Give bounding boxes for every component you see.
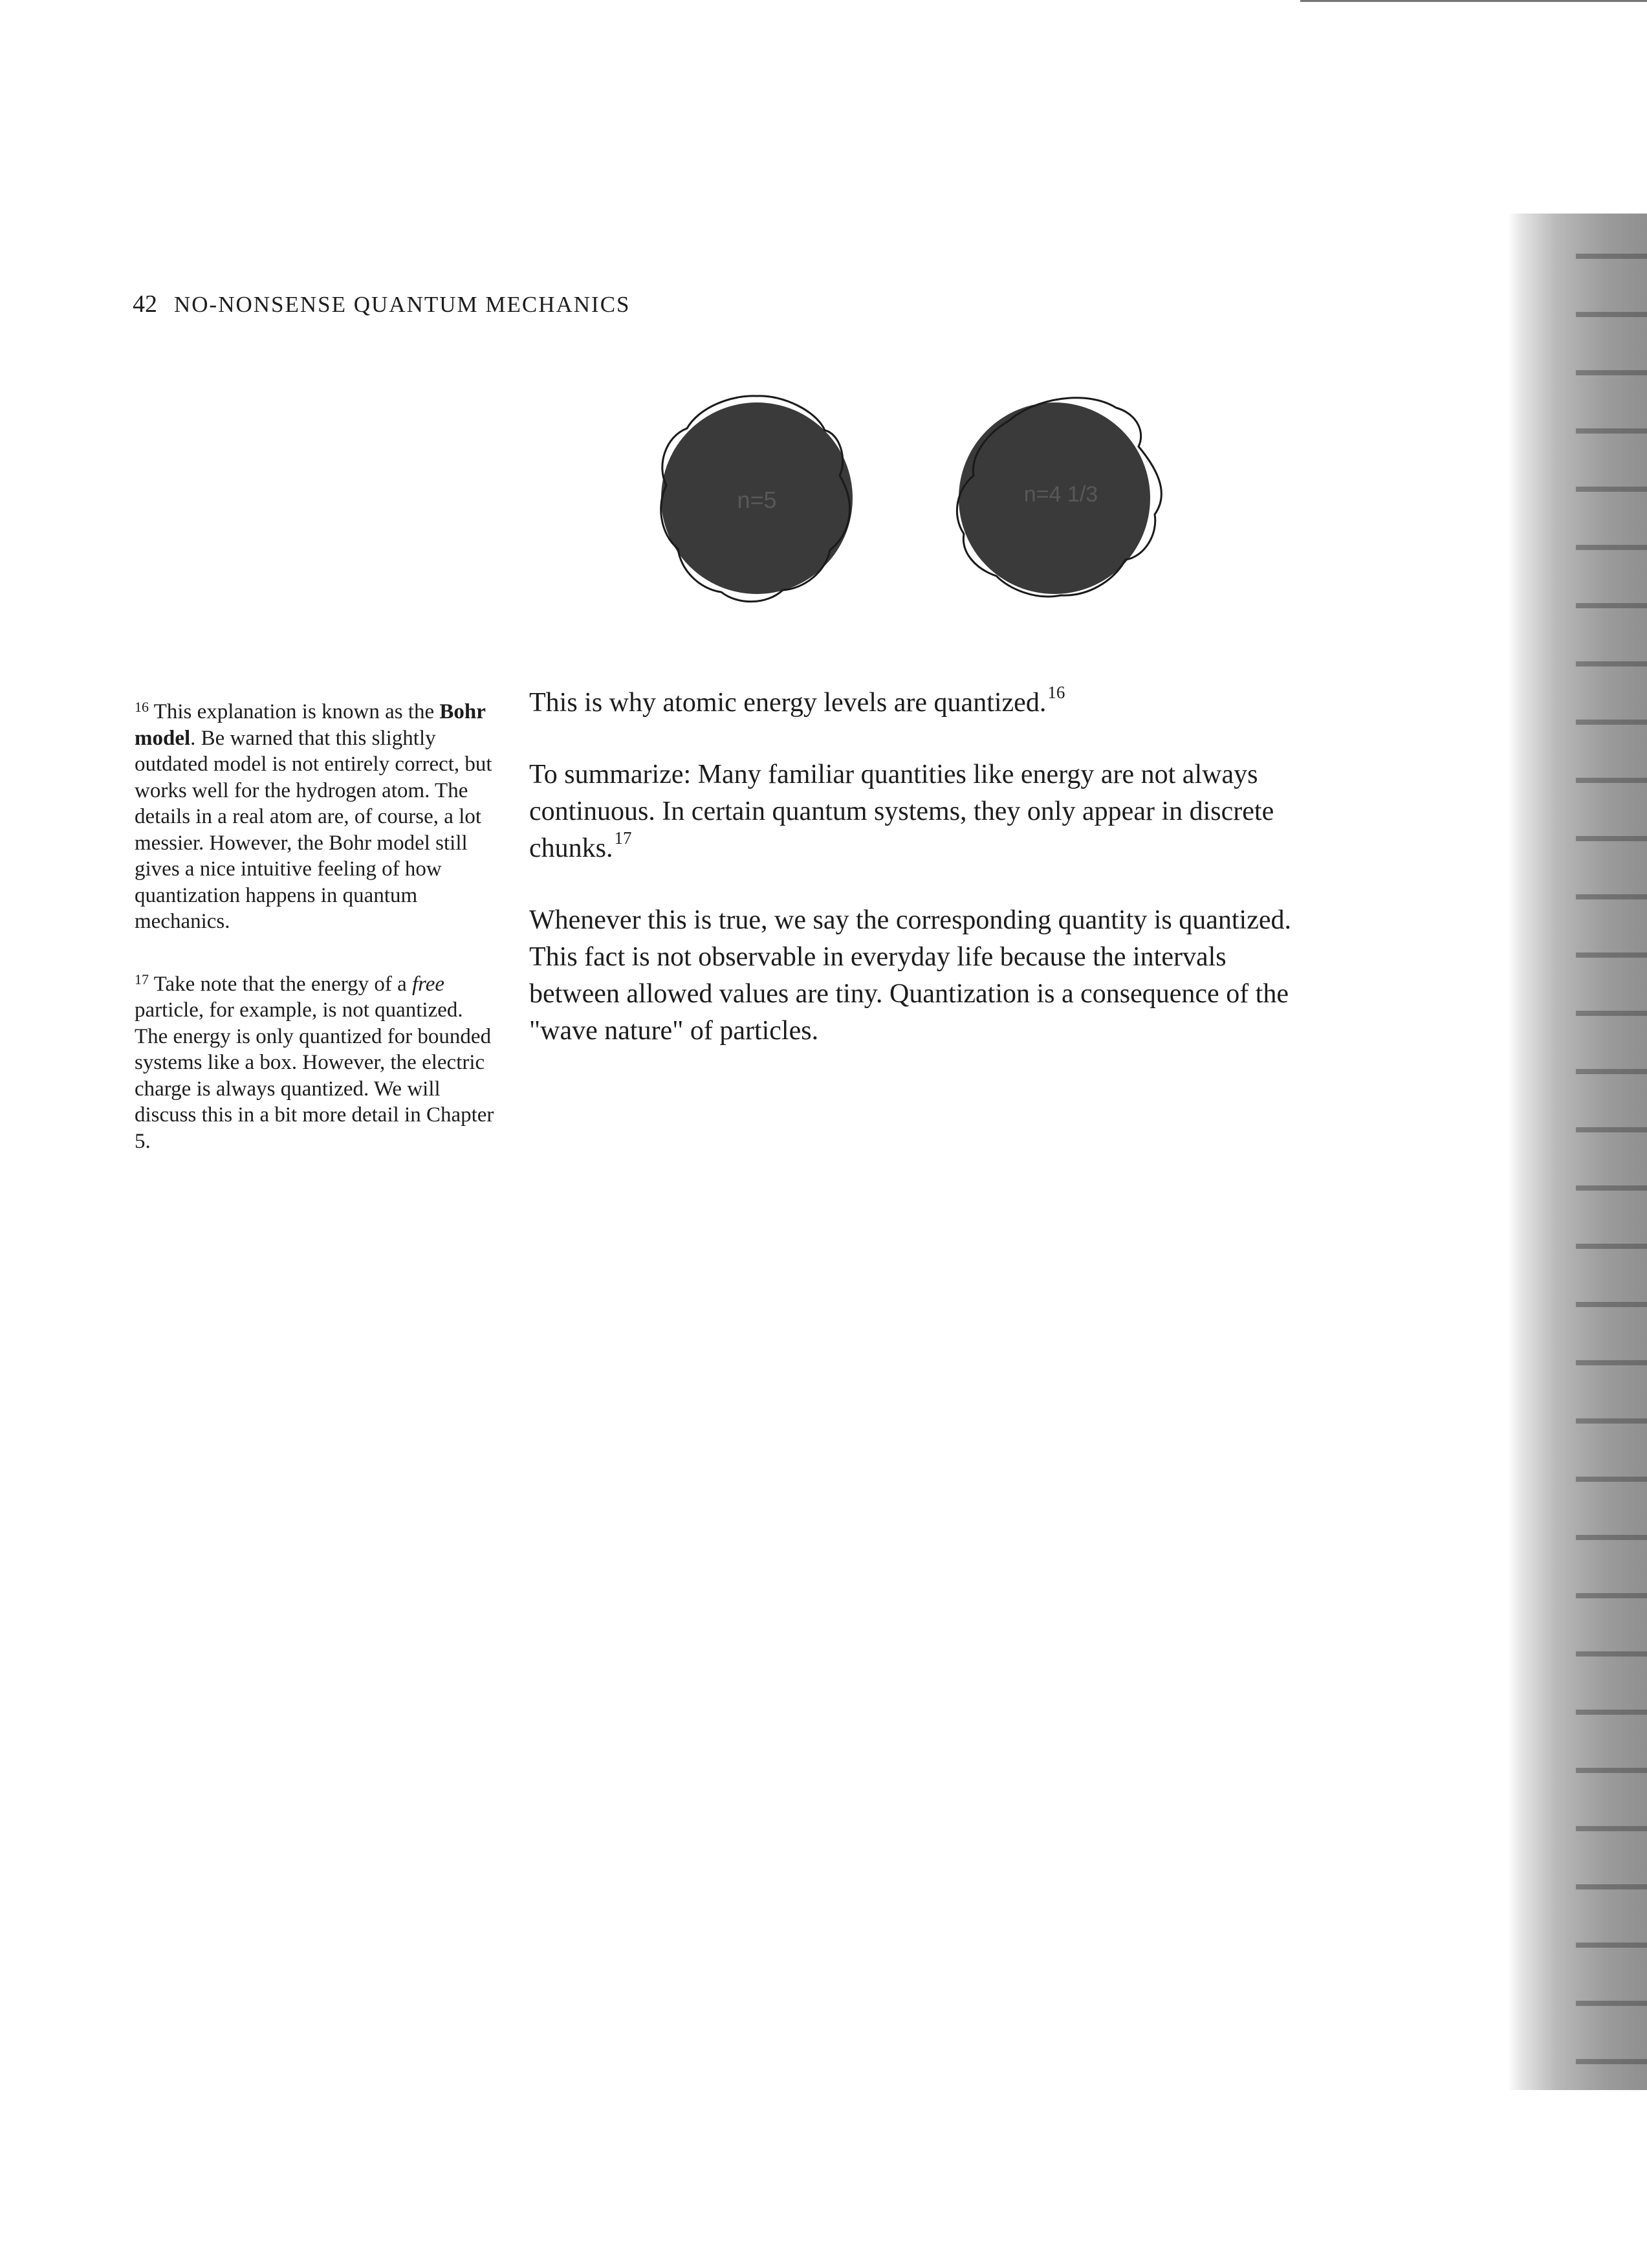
footnote-ref-16: 16 xyxy=(1047,682,1065,702)
sidenote-17 xyxy=(135,971,497,1155)
running-header xyxy=(133,290,631,318)
paragraph-2-text: To summarize: Many familiar quantities like energy are not always continuous. In certain quantum systems, they only appear in discrete chunks. xyxy=(529,760,1274,863)
sidenote-17-body: particle, for example, is not quantized. The energy is only quantized for bounded systems like a box. However, the electric charge is always quantized. We will discuss this in a bit more detail in Chapter 5. xyxy=(135,998,494,1153)
running-title: NO-NONSENSE QUANTUM MECHANICS xyxy=(174,292,631,317)
sidenote-16-text xyxy=(135,699,497,935)
non-quantized-orbit-diagram xyxy=(957,398,1161,597)
margin-notes xyxy=(135,699,497,1154)
paragraph-1-text: This is why atomic energy levels are quantized. xyxy=(529,688,1047,718)
bohr-model-term: Bohr model xyxy=(135,700,486,750)
quantum-number-right: n=4 1/3 xyxy=(1023,482,1098,507)
sidenote-17-number: 17 xyxy=(135,971,149,987)
bohr-standing-wave-figure xyxy=(634,395,1203,615)
paragraph-summary xyxy=(529,756,1305,867)
free-particle-term: free xyxy=(412,972,445,996)
quantized-orbit-diagram xyxy=(661,396,853,602)
page-edge-shadow xyxy=(1576,214,1647,2090)
sidenote-16 xyxy=(135,699,497,935)
paragraph-quantized-levels xyxy=(529,682,1305,721)
sidenote-16-number: 16 xyxy=(135,699,149,716)
sidenote-16-body: . Be warned that this slightly outdated model is not entirely correct, but works well for the hydrogen atom. The details in a real atom are, of course, a lot messier. However, the Bohr model still gives a nice intuitive feeling of how quantization happens in quantum mechanics. xyxy=(135,726,492,933)
paragraph-wave-nature: Whenever this is true, we say the corresponding quantity is quantized. This fact is not observable in everyday life because the intervals between allowed values are tiny. Quantization is a consequence of the "wave nature" of particles. xyxy=(529,905,1292,1046)
sidenote-17-intro: Take note that the energy of a xyxy=(153,972,412,996)
body-text xyxy=(529,682,1305,1084)
top-edge-rule xyxy=(1300,0,1647,2)
quantum-number-left: n=5 xyxy=(737,487,777,513)
standing-wave-diagram xyxy=(634,395,1203,615)
sidenote-17-text xyxy=(135,971,497,1155)
page-number: 42 xyxy=(133,291,157,318)
footnote-ref-17: 17 xyxy=(614,828,632,848)
sidenote-16-intro: This explanation is known as the xyxy=(153,700,440,723)
